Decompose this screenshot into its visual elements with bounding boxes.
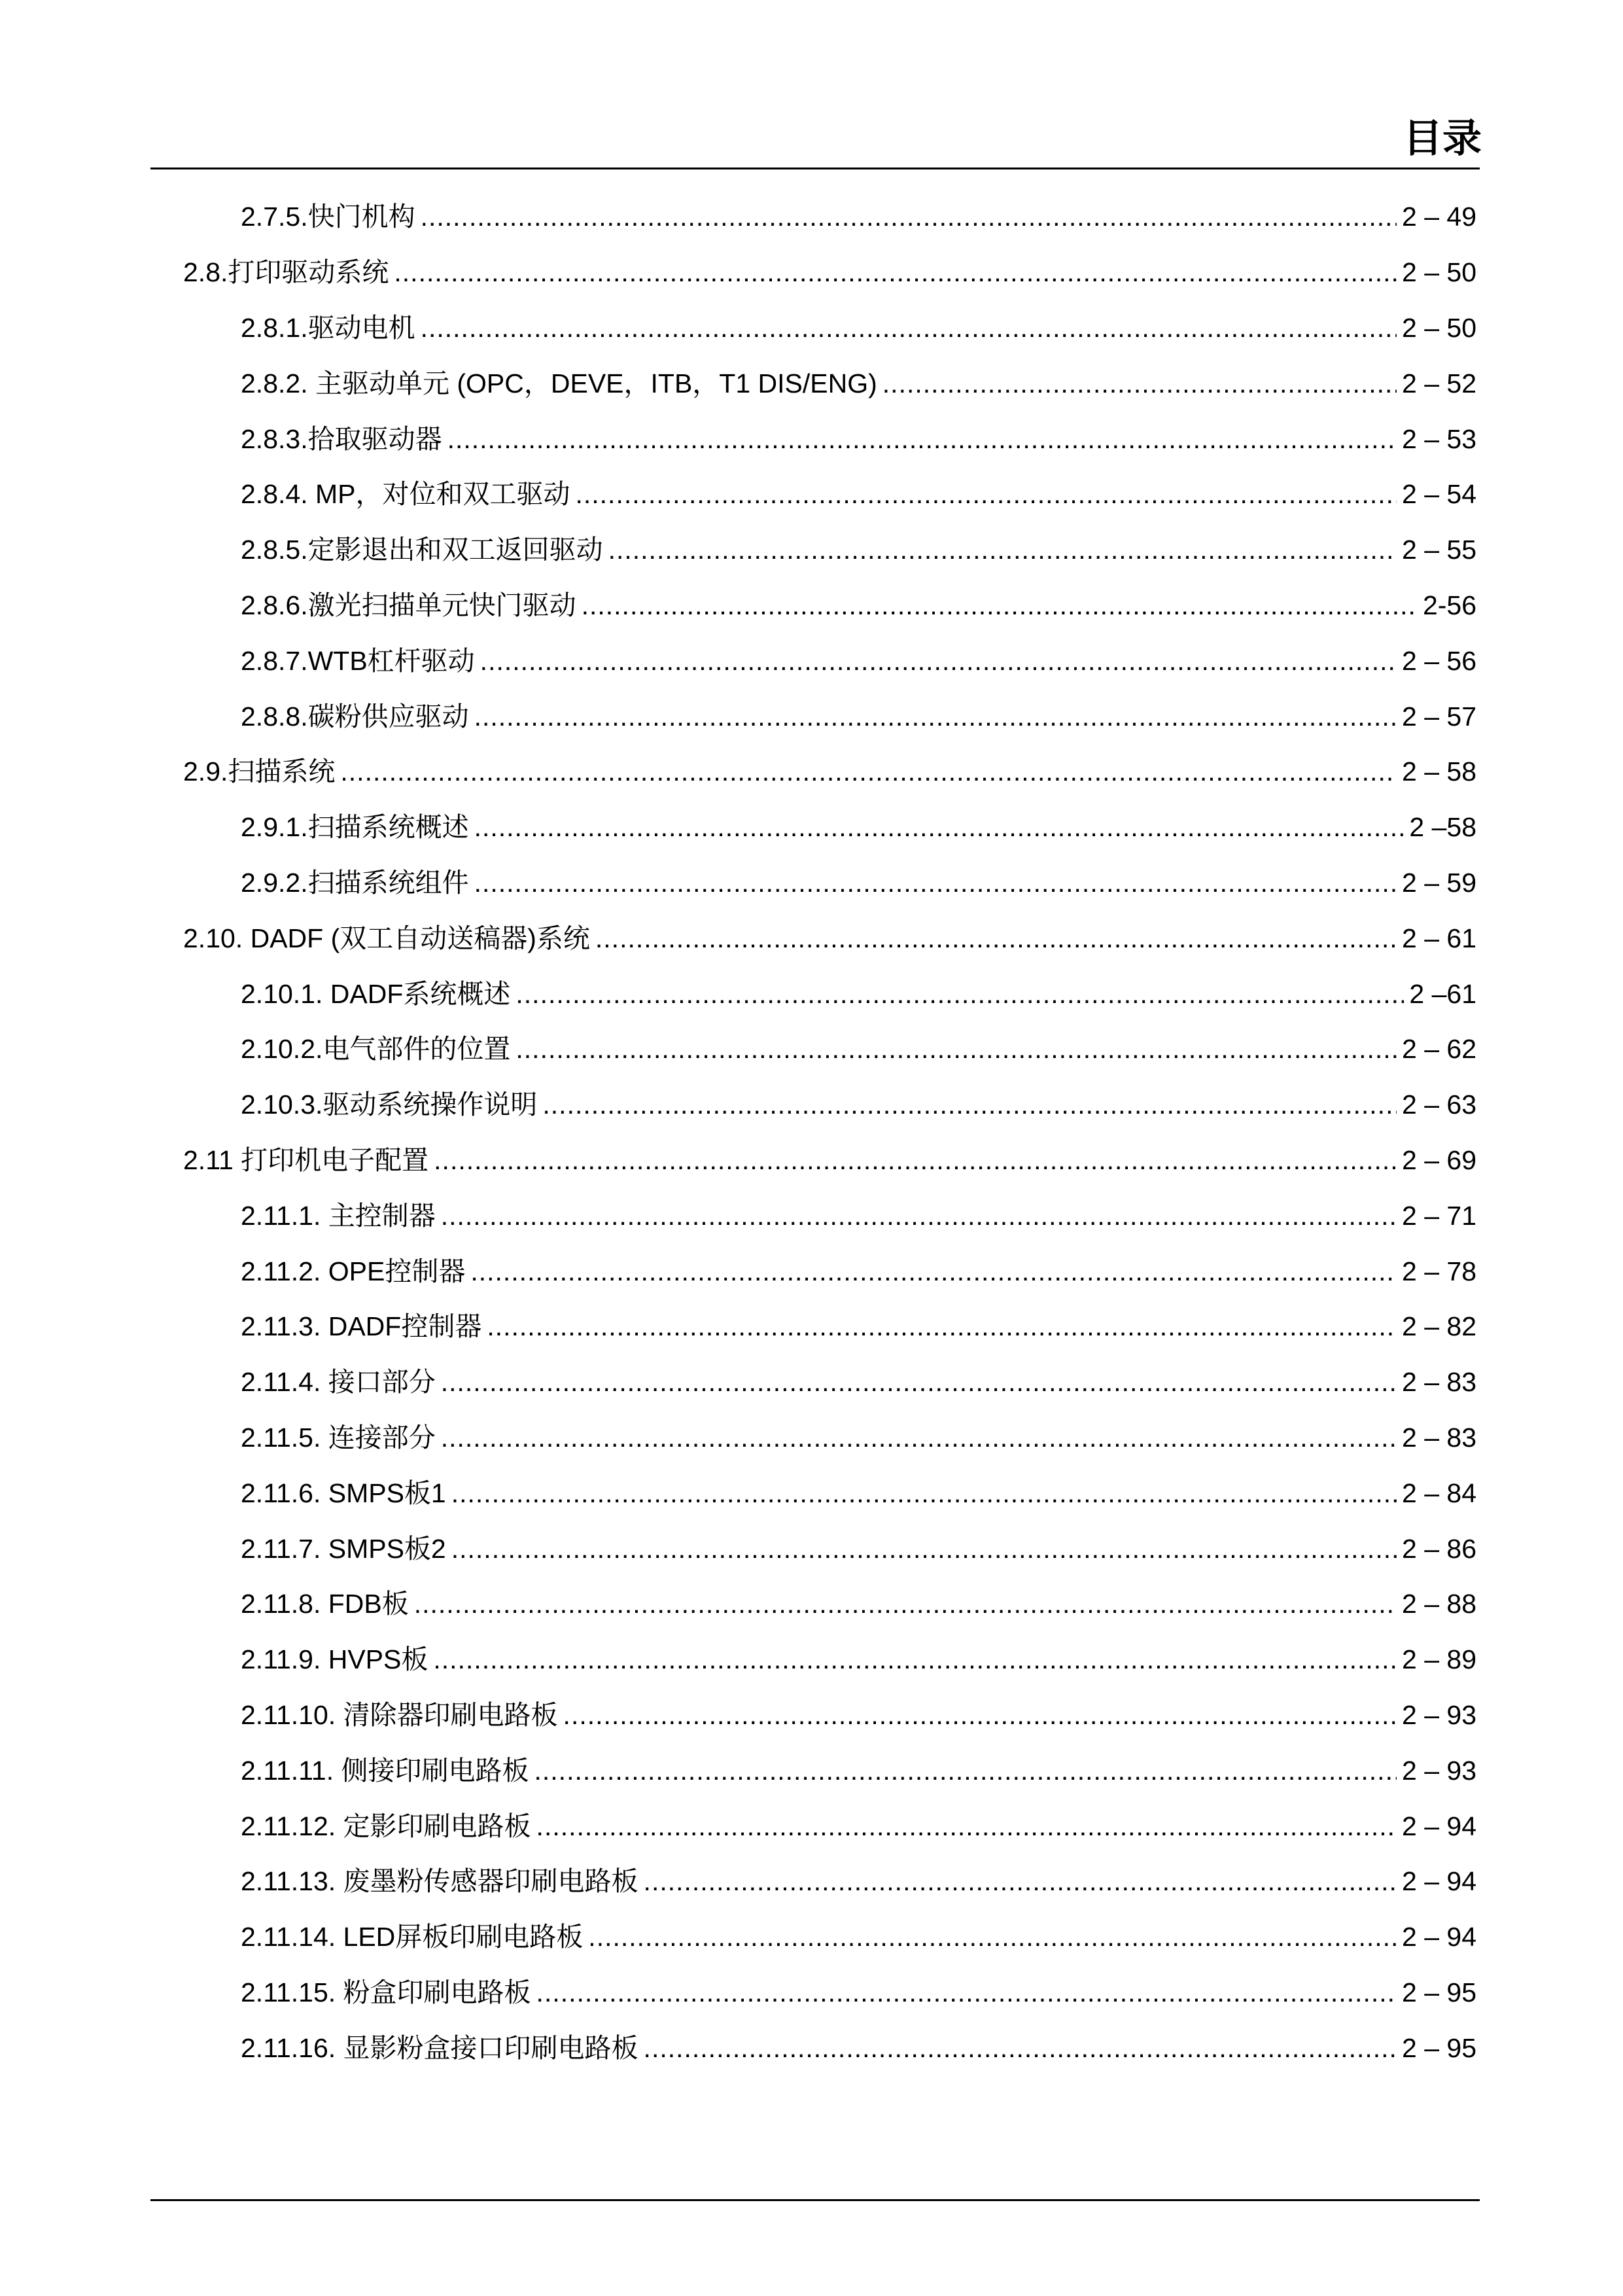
toc-entry-page: 2 – 63: [1402, 1089, 1476, 1120]
toc-entry-page: 2 – 61: [1402, 923, 1476, 953]
toc-entry[interactable]: [0, 355, 1623, 411]
toc-entry-title: 2.8.打印驱动系统: [183, 257, 389, 288]
toc-entry[interactable]: [0, 1354, 1623, 1410]
toc-entry[interactable]: [0, 966, 1623, 1021]
toc-leader-dots: [340, 755, 1397, 788]
toc-entry[interactable]: [0, 910, 1623, 966]
toc-leader-dots: [608, 533, 1397, 566]
toc-entry-page: 2 – 94: [1402, 1810, 1476, 1841]
toc-entry-title: 2.11.16. 显影粉盒接口印刷电路板: [241, 2032, 638, 2063]
toc-entry-page: 2 – 95: [1402, 2032, 1476, 2063]
toc-entry-title: 2.8.7.WTB杠杆驱动: [241, 645, 475, 676]
toc-leader-dots: [474, 700, 1397, 733]
toc-entry-title: 2.10.3.驱动系统操作说明: [241, 1089, 538, 1120]
toc-entry-page: 2 – 58: [1402, 756, 1476, 787]
toc-entry[interactable]: [0, 245, 1623, 300]
toc-entry-page: 2 – 59: [1402, 867, 1476, 898]
toc-entry[interactable]: [0, 1410, 1623, 1466]
toc-entry[interactable]: [0, 1077, 1623, 1133]
toc-entry-page: 2 – 88: [1402, 1589, 1476, 1619]
toc-entry-page: 2 – 54: [1402, 479, 1476, 510]
toc-entry-title: 2.11.12. 定影印刷电路板: [241, 1810, 531, 1841]
toc-leader-dots: [421, 311, 1397, 344]
toc-leader-dots: [441, 1366, 1397, 1398]
toc-entry-page: 2 – 53: [1402, 423, 1476, 454]
toc-leader-dots: [433, 1643, 1397, 1676]
toc-entry-title: 2.11.5. 连接部分: [241, 1422, 436, 1453]
toc-entry-page: 2 – 84: [1402, 1477, 1476, 1508]
toc-entry[interactable]: [0, 1909, 1623, 1965]
toc-entry[interactable]: [0, 1965, 1623, 2021]
toc-entry[interactable]: [0, 1854, 1623, 1909]
toc-entry-page: 2 – 55: [1402, 535, 1476, 565]
toc-entry[interactable]: [0, 1576, 1623, 1632]
toc-entry[interactable]: [0, 1188, 1623, 1243]
toc-entry-title: 2.11.3. DADF控制器: [241, 1311, 482, 1342]
toc-leader-dots: [474, 866, 1397, 899]
toc-leader-dots: [582, 589, 1418, 622]
toc-leader-dots: [588, 1920, 1397, 1953]
toc-leader-dots: [536, 1810, 1397, 1843]
toc-leader-dots: [394, 256, 1397, 289]
toc-entry-page: 2 – 62: [1402, 1034, 1476, 1065]
toc-entry[interactable]: [0, 578, 1623, 633]
toc-entry-page: 2 – 95: [1402, 1977, 1476, 2007]
toc-entry[interactable]: [0, 522, 1623, 578]
toc-leader-dots: [434, 1144, 1397, 1176]
toc-entry-title: 2.10.2.电气部件的位置: [241, 1034, 511, 1065]
toc-entry[interactable]: [0, 1299, 1623, 1354]
toc-entry-page: 2 – 89: [1402, 1644, 1476, 1675]
toc-leader-dots: [882, 367, 1397, 400]
toc-entry-title: 2.7.5.快门机构: [241, 202, 415, 232]
toc-entry-title: 2.9.2.扫描系统组件: [241, 867, 469, 898]
toc-leader-dots: [441, 1199, 1397, 1232]
toc-entry-title: 2.11.9. HVPS板: [241, 1644, 428, 1675]
toc-entry-title: 2.8.3.拾取驱动器: [241, 423, 442, 454]
toc-entry-page: 2 – 94: [1402, 1922, 1476, 1952]
toc-entry-title: 2.11.2. OPE控制器: [241, 1256, 466, 1286]
toc-entry-title: 2.11 打印机电子配置: [183, 1144, 429, 1175]
toc-leader-dots: [536, 1976, 1397, 2009]
toc-entry-title: 2.8.2. 主驱动单元 (OPC，DEVE，ITB，T1 DIS/ENG): [241, 368, 877, 398]
toc-entry-title: 2.11.8. FDB板: [241, 1589, 409, 1619]
toc-entry-title: 2.9.1.扫描系统概述: [241, 812, 469, 843]
toc-entry[interactable]: [0, 1521, 1623, 1576]
footer-divider: [150, 2199, 1480, 2201]
toc-entry-page: 2 – 57: [1402, 701, 1476, 732]
toc-entry-title: 2.11.10. 清除器印刷电路板: [241, 1699, 558, 1730]
toc-entry[interactable]: [0, 855, 1623, 911]
toc-entry[interactable]: [0, 688, 1623, 744]
toc-entry-page: 2 – 50: [1402, 312, 1476, 343]
toc-entry[interactable]: [0, 800, 1623, 855]
toc-entry-title: 2.11.7. SMPS板2: [241, 1533, 446, 1564]
toc-leader-dots: [644, 2032, 1397, 2064]
toc-entry-page: 2 – 56: [1402, 645, 1476, 676]
toc-leader-dots: [480, 645, 1397, 677]
toc-entry[interactable]: [0, 1687, 1623, 1743]
toc-entry[interactable]: [0, 300, 1623, 356]
toc-entry-page: 2 – 93: [1402, 1699, 1476, 1730]
toc-entry-title: 2.8.5.定影退出和双工返回驱动: [241, 535, 603, 565]
toc-entry-page: 2 – 83: [1402, 1367, 1476, 1398]
toc-leader-dots: [563, 1699, 1397, 1731]
toc-entry-title: 2.10. DADF (双工自动送稿器)系统: [183, 923, 590, 953]
toc-leader-dots: [487, 1310, 1397, 1343]
toc-entry-page: 2 – 82: [1402, 1311, 1476, 1342]
toc-entry-title: 2.8.1.驱动电机: [241, 312, 415, 343]
toc-entry[interactable]: [0, 411, 1623, 467]
toc-entry[interactable]: [0, 744, 1623, 800]
toc-entry[interactable]: [0, 1465, 1623, 1521]
toc-entry-page: 2 – 83: [1402, 1422, 1476, 1453]
toc-entry[interactable]: [0, 467, 1623, 522]
toc-entry[interactable]: [0, 1133, 1623, 1188]
toc-entry-page: 2 – 71: [1402, 1200, 1476, 1231]
toc-entry-page: 2 – 50: [1402, 257, 1476, 288]
toc-entry-title: 2.8.6.激光扫描单元快门驱动: [241, 590, 576, 620]
toc-leader-dots: [447, 423, 1397, 455]
toc-entry[interactable]: [0, 189, 1623, 245]
toc-entry-page: 2 – 93: [1402, 1755, 1476, 1786]
toc-entry-title: 2.8.4. MP，对位和双工驱动: [241, 479, 570, 510]
toc-entry-page: 2 – 52: [1402, 368, 1476, 398]
toc-entry-page: 2-56: [1422, 590, 1476, 620]
toc-entry-page: 2 –58: [1409, 812, 1476, 843]
toc-entry-page: 2 – 86: [1402, 1533, 1476, 1564]
toc-entry-page: 2 – 94: [1402, 1866, 1476, 1897]
toc-entry-title: 2.11.11. 侧接印刷电路板: [241, 1755, 529, 1786]
header-divider: [150, 168, 1480, 169]
toc-leader-dots: [534, 1754, 1397, 1787]
toc-entry[interactable]: [0, 1632, 1623, 1687]
toc-entry-page: 2 – 78: [1402, 1256, 1476, 1286]
toc-leader-dots: [644, 1865, 1397, 1898]
toc-leader-dots: [414, 1587, 1397, 1620]
toc-entry[interactable]: [0, 2020, 1623, 2075]
toc-leader-dots: [451, 1532, 1397, 1565]
table-of-contents: [0, 189, 1623, 2075]
toc-entry-page: 2 – 69: [1402, 1144, 1476, 1175]
toc-leader-dots: [421, 200, 1397, 233]
toc-leader-dots: [575, 478, 1397, 510]
toc-leader-dots: [515, 1033, 1397, 1065]
toc-leader-dots: [595, 922, 1397, 955]
toc-leader-dots: [542, 1088, 1397, 1121]
toc-entry-title: 2.11.13. 废墨粉传感器印刷电路板: [241, 1866, 638, 1897]
toc-leader-dots: [441, 1421, 1397, 1454]
toc-entry-title: 2.11.1. 主控制器: [241, 1200, 436, 1231]
toc-entry-title: 2.11.14. LED屏板印刷电路板: [241, 1922, 584, 1952]
toc-entry-title: 2.9.扫描系统: [183, 756, 336, 787]
toc-leader-dots: [470, 1255, 1397, 1288]
toc-leader-dots: [515, 978, 1404, 1010]
toc-entry[interactable]: [0, 1021, 1623, 1077]
toc-entry[interactable]: [0, 1742, 1623, 1798]
toc-entry-title: 2.10.1. DADF系统概述: [241, 978, 511, 1009]
toc-entry[interactable]: [0, 633, 1623, 688]
toc-entry-title: 2.8.8.碳粉供应驱动: [241, 701, 469, 732]
toc-entry[interactable]: [0, 1798, 1623, 1854]
page-title: 目录: [1403, 116, 1482, 160]
toc-entry[interactable]: [0, 1243, 1623, 1299]
toc-entry-title: 2.11.6. SMPS板1: [241, 1477, 446, 1508]
toc-leader-dots: [451, 1477, 1397, 1510]
toc-entry-title: 2.11.15. 粉盒印刷电路板: [241, 1977, 531, 2007]
toc-entry-page: 2 – 49: [1402, 202, 1476, 232]
toc-entry-page: 2 –61: [1409, 978, 1476, 1009]
toc-leader-dots: [474, 811, 1405, 843]
toc-entry-title: 2.11.4. 接口部分: [241, 1367, 436, 1398]
